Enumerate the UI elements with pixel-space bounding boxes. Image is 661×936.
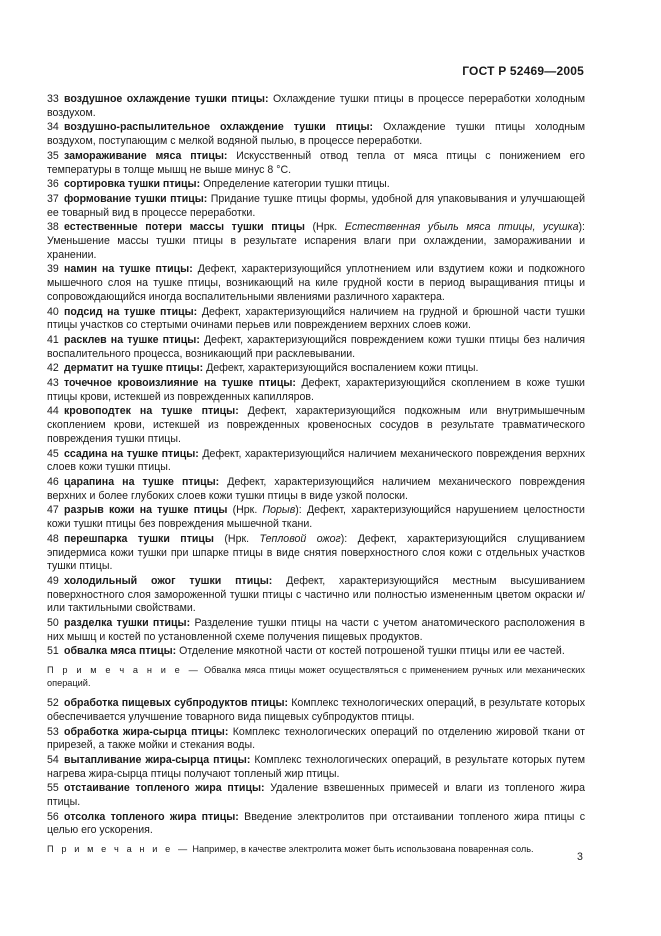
standard-header: ГОСТ Р 52469—2005 xyxy=(462,64,584,78)
note-block xyxy=(47,664,585,689)
term-definition: Искусственный отвод тепла от мяса птицы с понижением его температуры в толще мышц не выше минус 8 °C. xyxy=(47,149,585,176)
term-entry xyxy=(47,448,585,475)
term-entry xyxy=(47,476,585,503)
term-definition: Дефект, характеризующийся уплотнением или вздутием кожи и подкожного мышечного слоя на тушке птицы, возникающий на киле грудной кости в период выращивания птицы и сопровождающийся иногда воспалительными явлениями различного характера. xyxy=(47,263,585,303)
term-name: намин на тушке птицы: xyxy=(64,263,193,276)
term-entry xyxy=(47,93,585,120)
term-definition: Дефект, характеризующийся нарушением целостности кожи тушки птицы без повреждения мышечной ткани. xyxy=(47,504,585,531)
term-entry xyxy=(47,726,585,753)
term-name: воздушно-распылительное охлаждение тушки птицы: xyxy=(64,121,374,134)
term-definition: Дефект, характеризующийся наличием на грудной и брюшной части тушки птицы участков со стертыми очинами перьев или повреждением верхних слоев кожи. xyxy=(47,305,585,332)
page-number: 3 xyxy=(577,851,583,863)
term-entry xyxy=(47,306,585,333)
term-name: обработка жира-сырца птицы: xyxy=(64,725,229,738)
term-number: 53 xyxy=(47,725,59,738)
term-entry xyxy=(47,221,585,262)
term-definition: Удаление взвешенных примесей и влаги из топленого жира птицы. xyxy=(47,782,585,809)
term-entry xyxy=(47,645,585,659)
term-entry xyxy=(47,405,585,446)
term-synonym: Порыв xyxy=(262,504,296,517)
term-synonym: Естественная убыль мяса птицы, усушка xyxy=(344,221,579,234)
term-entry xyxy=(47,362,585,376)
term-definition: Придание тушке птицы формы, удобной для упаковывания и улучшающей ее товарный вид в процессе переработки. xyxy=(47,192,585,219)
term-name: перешпарка тушки птицы xyxy=(64,532,214,545)
term-name: отсолка топленого жира птицы: xyxy=(64,810,239,823)
term-number: 46 xyxy=(47,475,59,488)
term-number: 51 xyxy=(47,645,59,658)
term-entry xyxy=(47,193,585,220)
term-number: 41 xyxy=(47,333,59,346)
term-name: подсид на тушке птицы: xyxy=(64,305,198,318)
term-number: 37 xyxy=(47,192,59,205)
term-entry xyxy=(47,533,585,574)
term-entry xyxy=(47,121,585,148)
note-label: П р и м е ч а н и е — xyxy=(47,665,201,676)
term-number: 36 xyxy=(47,178,59,191)
terms-list xyxy=(47,93,585,864)
term-name: кровоподтек на тушке птицы: xyxy=(64,405,239,418)
term-definition: Комплекс технологических операций, в результате которых путем нагрева жира-сырца птицы получают топленый жир птицы. xyxy=(47,753,585,780)
term-entry xyxy=(47,263,585,304)
term-name: разделка тушки птицы: xyxy=(64,617,191,630)
term-note-prefix: (Нрк. xyxy=(224,532,250,545)
term-entry xyxy=(47,811,585,838)
term-note-suffix: ): xyxy=(295,504,302,517)
term-entry xyxy=(47,782,585,809)
term-definition: Комплекс технологических операций, в результате которых обеспечивается улучшение товарного вида пищевых субпродуктов птицы. xyxy=(47,697,586,723)
term-number: 42 xyxy=(47,362,59,375)
term-note-suffix: ): xyxy=(340,532,348,545)
term-number: 38 xyxy=(47,221,59,234)
term-number: 39 xyxy=(47,263,59,276)
term-name: формование тушки птицы: xyxy=(64,192,208,205)
term-name: разрыв кожи на тушке птицы xyxy=(64,504,228,517)
term-name: сортировка тушки птицы: xyxy=(64,178,201,191)
term-number: 43 xyxy=(47,377,59,390)
term-definition: Отделение мякотной части от костей потрошеной тушки птицы или ее частей. xyxy=(179,645,565,658)
term-entry xyxy=(47,150,585,177)
term-definition: Дефект, характеризующийся слущиванием эпидермиса кожи тушки при шпарке птицы в виде снятия поверхностного слоя кожи с отдельных участков тушки птицы. xyxy=(47,532,585,573)
term-number: 56 xyxy=(47,810,59,823)
term-name: дерматит на тушке птицы: xyxy=(64,362,204,375)
term-number: 33 xyxy=(47,93,59,105)
term-definition: Дефект, характеризующийся повреждением кожи тушки птицы без наличия воспалительного процесса, возникающий при расклевывании. xyxy=(47,333,585,360)
note-label: П р и м е ч а н и е — xyxy=(47,844,190,855)
term-name: ссадина на тушке птицы: xyxy=(64,447,199,460)
term-number: 35 xyxy=(47,149,59,162)
term-definition: Дефект, характеризующийся наличием механического повреждения верхних слоев кожи тушки птицы. xyxy=(47,447,585,474)
term-number: 45 xyxy=(47,447,59,460)
term-entry xyxy=(47,754,585,781)
term-number: 47 xyxy=(47,504,59,517)
term-number: 52 xyxy=(47,697,59,710)
term-definition: Охлаждение тушки птицы в процессе переработки холодным воздухом. xyxy=(47,93,585,119)
term-entry xyxy=(47,697,585,724)
note-block xyxy=(47,843,585,856)
term-name: вытапливание жира-сырца птицы: xyxy=(64,753,251,766)
term-name: обработка пищевых субпродуктов птицы: xyxy=(64,697,289,710)
term-definition: Разделение тушки птицы на части с учетом анатомического расположения в них мышц и костей по установленной схеме получения пищевых продуктов. xyxy=(47,617,585,643)
term-definition: Введение электролитов при отстаивании топленого жира птицы с целью его ускорения. xyxy=(47,810,585,837)
term-definition: Дефект, характеризующийся скоплением в коже тушки птицы крови, истекшей из поврежденных капилляров. xyxy=(47,377,585,403)
term-definition: Уменьшение массы тушки птицы в результате испарения влаги при охлаждении, замораживании и хранении. xyxy=(47,235,585,261)
term-name: воздушное охлаждение тушки птицы: xyxy=(64,93,269,105)
term-name: холодильный ожог тушки птицы: xyxy=(64,574,273,587)
term-definition: Дефект, характеризующийся наличием механического повреждения верхних и более глубоких слоев кожи тушки птицы в виде узкой полоски. xyxy=(47,475,585,502)
term-number: 54 xyxy=(47,753,59,766)
term-name: отстаивание топленого жира птицы: xyxy=(64,782,265,795)
note-text: Например, в качестве электролита может быть использована поваренная соль. xyxy=(192,844,534,855)
term-name: замораживание мяса птицы: xyxy=(64,149,228,162)
term-number: 40 xyxy=(47,305,59,318)
term-number: 48 xyxy=(47,532,59,545)
term-entry xyxy=(47,178,585,192)
term-definition: Дефект, характеризующийся воспалением кожи птицы. xyxy=(206,362,479,375)
term-definition: Определение категории тушки птицы. xyxy=(203,178,390,191)
term-number: 44 xyxy=(47,405,59,418)
term-note-prefix: (Нрк. xyxy=(312,221,338,234)
term-definition: Дефект, характеризующийся подкожным или внутримышечным скоплением крови, истекшей из поврежденных кровеносных сосудов в результате травматического повреждения тушки птицы. xyxy=(47,405,585,445)
term-name: обвалка мяса птицы: xyxy=(64,645,177,658)
term-synonym: Тепловой ожог xyxy=(259,532,341,545)
term-definition: Охлаждение тушки птицы холодным воздухом, поступающим с мелкой водяной пылью, в процессе переработки. xyxy=(47,121,585,148)
term-name: расклев на тушке птицы: xyxy=(64,333,200,346)
term-entry xyxy=(47,575,585,616)
note-text: Обвалка мяса птицы может осуществляться с применением ручных или механических операций. xyxy=(47,665,586,688)
term-definition: Дефект, характеризующийся местным высушиванием поверхностного слоя замороженной тушки птицы с частично или полностью измененным цветом окраски и/или тактильными свойствами. xyxy=(47,574,585,615)
term-number: 49 xyxy=(47,574,59,587)
term-number: 34 xyxy=(47,121,59,134)
term-name: естественные потери массы тушки птицы xyxy=(64,221,305,234)
term-number: 55 xyxy=(47,782,59,795)
term-number: 50 xyxy=(47,617,59,630)
term-name: точечное кровоизлияние на тушке птицы: xyxy=(64,377,296,390)
term-name: царапина на тушке птицы: xyxy=(64,475,220,488)
term-entry xyxy=(47,377,585,404)
term-note-prefix: (Нрк. xyxy=(232,504,258,517)
term-entry xyxy=(47,334,585,361)
term-note-suffix: ): xyxy=(578,221,585,234)
term-entry xyxy=(47,617,585,644)
term-entry xyxy=(47,504,585,531)
term-definition: Комплекс технологических операций по отделению жировой ткани от прирезей, а также мойки и стекания воды. xyxy=(47,725,585,752)
